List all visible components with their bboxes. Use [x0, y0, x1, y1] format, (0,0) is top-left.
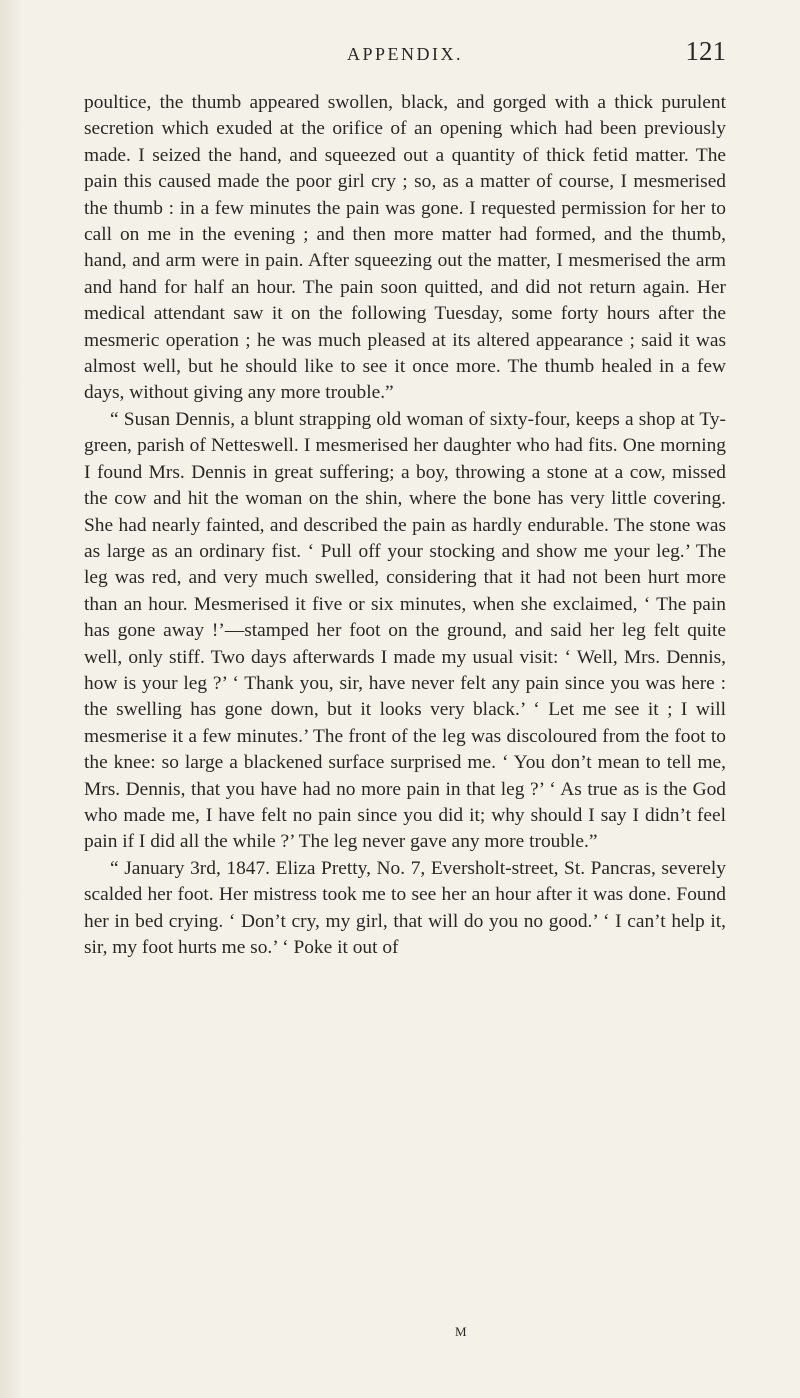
paragraph-susan-dennis: “ Susan Dennis, a blunt strapping old woman of sixty-four, keeps a shop at Ty-green, parish of Netteswell. I mesmerised her daughter who had fits. One morning I found Mrs. Dennis in great suffering; a boy, throwing a stone at a cow, missed the cow and hit the woman on the shin, where the bone has very little covering. She had nearly fainted, and described the pain as hardly endurable. The stone was as large as an ordinary fist. ‘ Pull off your stocking and show me your leg.’ The leg was red, and very much swelled, considering that it had not been hurt more than an hour. Mesmerised it five or six minutes, when she exclaimed, ‘ The pain has gone away !’—stamped her foot on the ground, and said her leg felt quite well, only stiff. Two days afterwards I made my usual visit: ‘ Well, Mrs. Dennis, how is your leg ?’ ‘ Thank you, sir, have never felt any pain since you was here : the swelling has gone down, but it looks very black.’ ‘ Let me see it ; I will mesmerise it a few minutes.’ The front of the leg was discoloured from the foot to the knee: so large a blackened surface surprised me. ‘ You don’t mean to tell me, Mrs. Dennis, that you have had no more pain in that leg ?’ ‘ As true as is the God who made me, I have felt no pain since you did it; why should I say I didn’t feel pain if I did all the while ?’ The leg never gave any more trouble.” — [84, 408, 726, 853]
signature-mark: M — [455, 1324, 468, 1339]
page-number: 121 — [685, 36, 726, 66]
paragraph-poultice: poultice, the thumb appeared swollen, black, and gorged with a thick purulent secretion which exuded at the orifice of an opening which had been previously made. I seized the hand, and squeezed out a quantity of thick fetid matter. The pain this caused made the poor girl cry ; so, as a matter of course, I mesmerised the thumb : in a few minutes the pain was gone. I requested permission for her to call on me in the evening ; and then more matter had formed, and the thumb, hand, and arm were in pain. After squeezing out the matter, I mesmerised the arm and hand for half an hour. The pain soon quitted, and did not return again. Her medical attendant saw it on the following Tuesday, some forty hours after the mesmeric operation ; he was much pleased at its altered appearance ; said it was almost well, but he should like to see it once more. The thumb healed in a few days, without giving any more trouble.” — [84, 92, 726, 404]
running-title: APPENDIX. — [346, 44, 463, 64]
body-text — [84, 90, 726, 961]
page-edge-shadow — [0, 0, 22, 1398]
paragraph-eliza-pretty: “ January 3rd, 1847. Eliza Pretty, No. 7, Eversholt-street, St. Pancras, severely scalded her foot. Her mistress took me to see her an hour after it was done. Found her in bed crying. ‘ Don’t cry, my girl, that will do you no good.’ ‘ I can’t help it, sir, my foot hurts me so.’ ‘ Poke it out of — [84, 857, 726, 958]
running-head — [84, 30, 726, 70]
